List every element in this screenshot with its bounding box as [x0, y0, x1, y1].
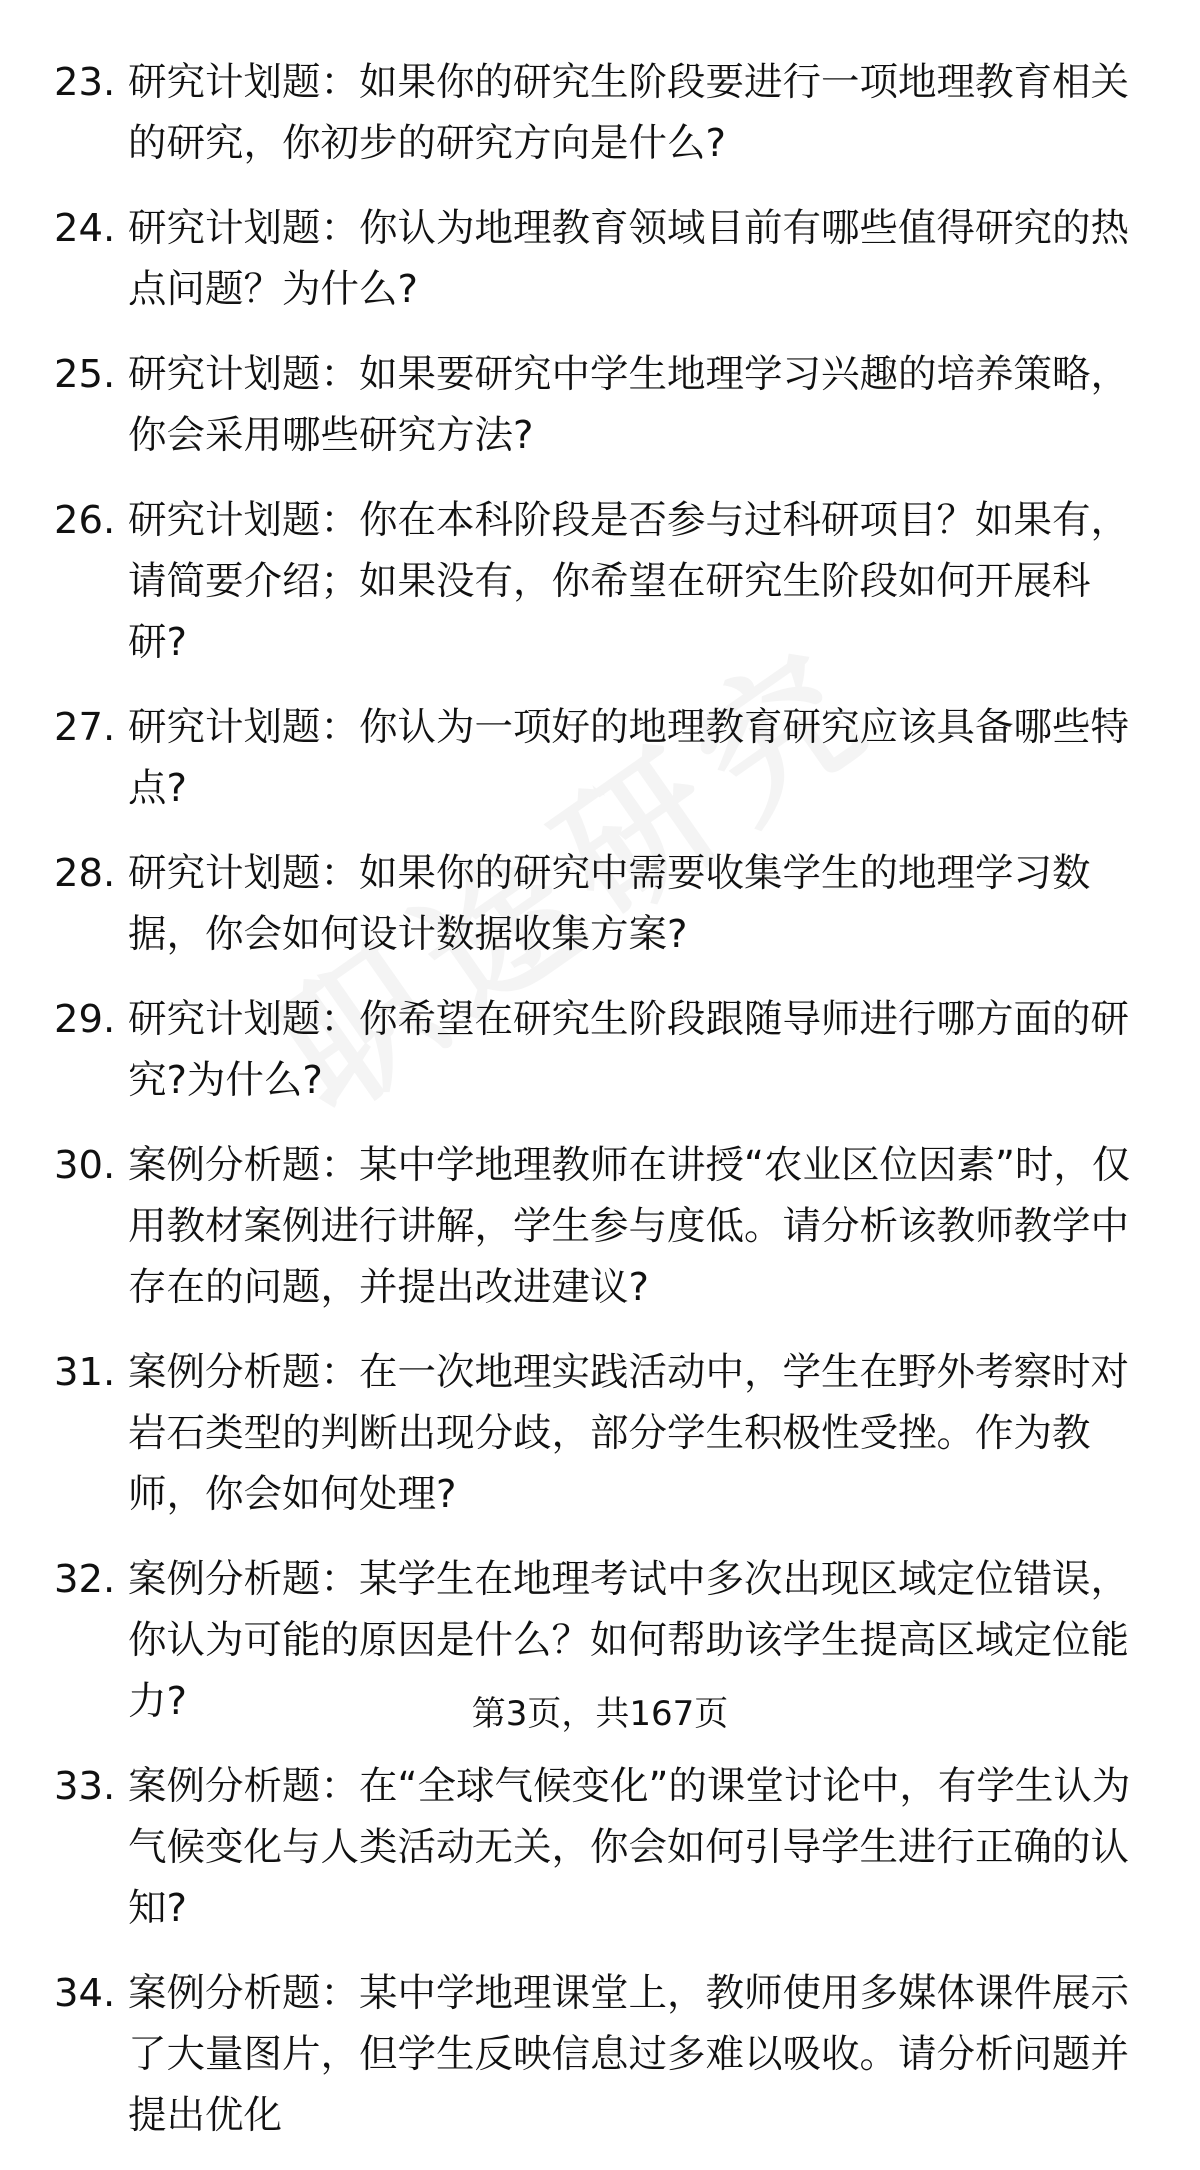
- question-text: 案例分析题：某中学地理课堂上，教师使用多媒体课件展示了大量图片，但学生反映信息过多难以吸收。请分析问题并提出优化: [128, 1971, 1130, 2138]
- question-text: 研究计划题：如果你的研究生阶段要进行一项地理教育相关的研究，你初步的研究方向是什么?: [128, 60, 1130, 166]
- question-item: [0, 1756, 1200, 1939]
- question-item: [0, 1135, 1200, 1318]
- question-number: 28.: [54, 851, 116, 896]
- question-number: 31.: [54, 1350, 116, 1395]
- question-text: 研究计划题：你希望在研究生阶段跟随导师进行哪方面的研究?为什么?: [128, 997, 1130, 1103]
- question-item: [0, 52, 1200, 174]
- question-text: 案例分析题：某学生在地理考试中多次出现区域定位错误，你认为可能的原因是什么？如何帮助该学生提高区域定位能力?: [128, 1557, 1130, 1724]
- question-item: [0, 697, 1200, 819]
- question-item: [0, 344, 1200, 466]
- question-text: 案例分析题：在一次地理实践活动中，学生在野外考察时对岩石类型的判断出现分歧，部分学生积极性受挫。作为教师，你会如何处理?: [128, 1350, 1130, 1517]
- question-number: 23.: [54, 60, 116, 105]
- question-text: 案例分析题：在“全球气候变化”的课堂讨论中，有学生认为气候变化与人类活动无关，你会如何引导学生进行正确的认知?: [128, 1764, 1131, 1931]
- question-list: [0, 52, 1200, 2170]
- question-number: 27.: [54, 705, 116, 750]
- question-item: [0, 198, 1200, 320]
- question-number: 29.: [54, 997, 116, 1042]
- question-number: 24.: [54, 206, 116, 251]
- page-number-footer: 第3页，共167页: [471, 1694, 729, 1734]
- question-text: 研究计划题：你认为一项好的地理教育研究应该具备哪些特点?: [128, 705, 1130, 811]
- question-text: 研究计划题：如果你的研究中需要收集学生的地理学习数据，你会如何设计数据收集方案?: [128, 851, 1091, 957]
- question-text: 研究计划题：你认为地理教育领域目前有哪些值得研究的热点问题？为什么?: [128, 206, 1130, 312]
- question-number: 32.: [54, 1557, 116, 1602]
- question-text: 研究计划题：如果要研究中学生地理学习兴趣的培养策略，你会采用哪些研究方法?: [128, 352, 1130, 458]
- question-number: 34.: [54, 1971, 116, 2016]
- question-number: 26.: [54, 498, 116, 543]
- question-number: 25.: [54, 352, 116, 397]
- question-item: [0, 989, 1200, 1111]
- question-number: 33.: [54, 1764, 116, 1809]
- question-item: [0, 1342, 1200, 1525]
- question-text: 案例分析题：某中学地理教师在讲授“农业区位因素”时，仅用教材案例进行讲解，学生参与度低。请分析该教师教学中存在的问题，并提出改进建议?: [128, 1143, 1131, 1310]
- question-item: [0, 490, 1200, 673]
- question-item: [0, 1963, 1200, 2146]
- question-number: 30.: [54, 1143, 116, 1188]
- question-text: 研究计划题：你在本科阶段是否参与过科研项目？如果有，请简要介绍；如果没有，你希望在研究生阶段如何开展科研?: [128, 498, 1130, 665]
- question-item: [0, 843, 1200, 965]
